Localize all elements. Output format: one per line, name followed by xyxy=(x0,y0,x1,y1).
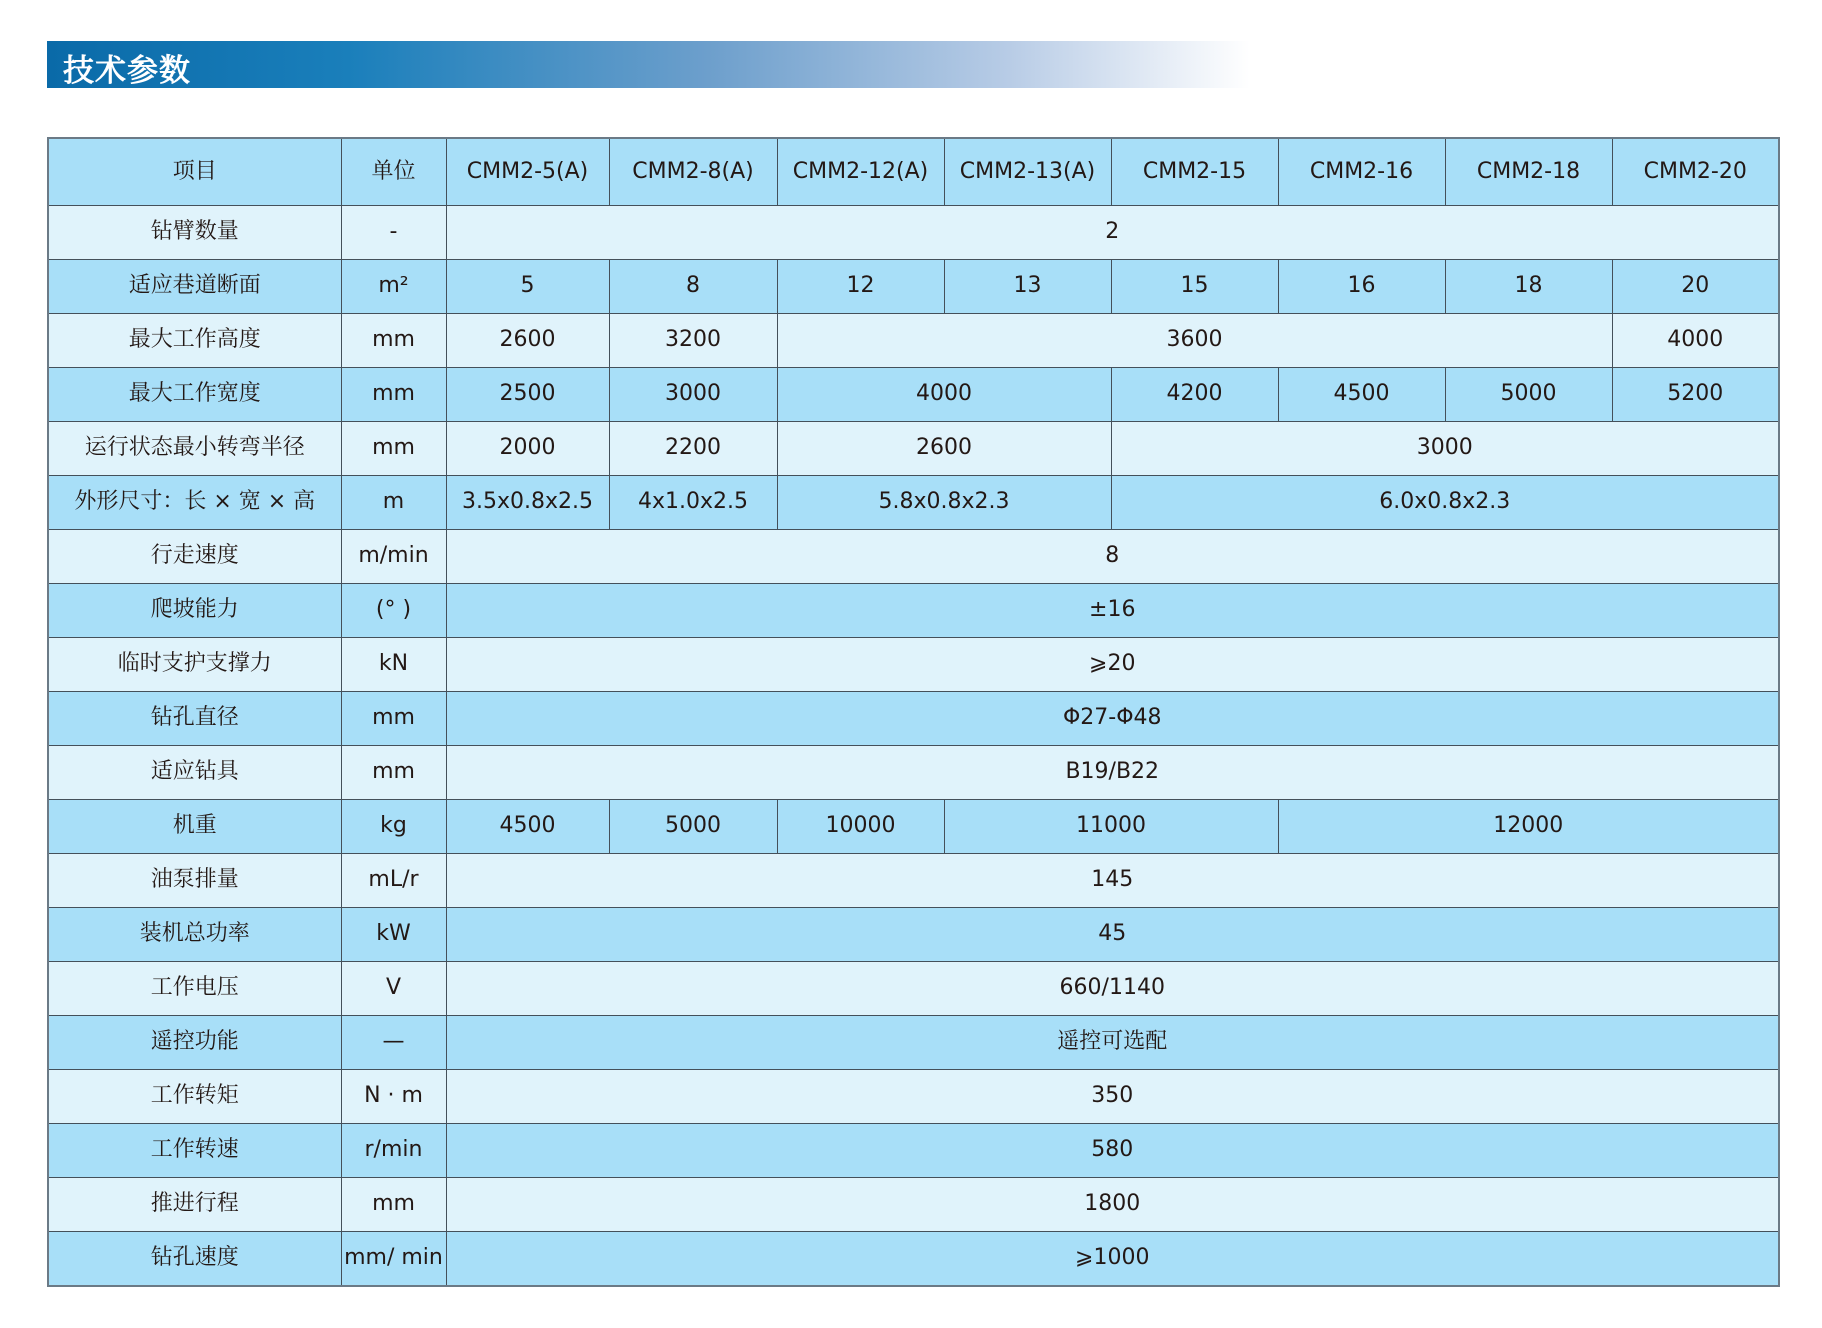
param-unit: mm xyxy=(341,422,446,476)
param-value: ⩾20 xyxy=(446,638,1779,692)
param-name: 钻臂数量 xyxy=(48,206,341,260)
param-unit: mm xyxy=(341,314,446,368)
param-value: 4000 xyxy=(1612,314,1779,368)
table-row xyxy=(48,908,1779,962)
param-unit: mm xyxy=(341,692,446,746)
header-cell: CMM2-18 xyxy=(1445,138,1612,206)
param-name: 运行状态最小转弯半径 xyxy=(48,422,341,476)
table-row xyxy=(48,1016,1779,1070)
param-unit: — xyxy=(341,1016,446,1070)
param-name: 钻孔速度 xyxy=(48,1232,341,1287)
param-value: 16 xyxy=(1278,260,1445,314)
param-value: 2 xyxy=(446,206,1779,260)
param-value: 12 xyxy=(777,260,944,314)
header-cell: 项目 xyxy=(48,138,341,206)
param-unit: mm xyxy=(341,1178,446,1232)
param-value: 2000 xyxy=(446,422,609,476)
param-value: ±16 xyxy=(446,584,1779,638)
param-name: 外形尺寸：长 × 宽 × 高 xyxy=(48,476,341,530)
param-value: 2500 xyxy=(446,368,609,422)
table-row xyxy=(48,746,1779,800)
param-name: 油泵排量 xyxy=(48,854,341,908)
param-name: 钻孔直径 xyxy=(48,692,341,746)
table-row xyxy=(48,1070,1779,1124)
param-unit: kN xyxy=(341,638,446,692)
param-value: 13 xyxy=(944,260,1111,314)
param-value: 3600 xyxy=(777,314,1612,368)
param-name: 临时支护支撑力 xyxy=(48,638,341,692)
param-value: 遥控可选配 xyxy=(446,1016,1779,1070)
table-row xyxy=(48,260,1779,314)
table-row xyxy=(48,962,1779,1016)
table-row xyxy=(48,1232,1779,1287)
table-row xyxy=(48,422,1779,476)
header-cell: CMM2-5(A) xyxy=(446,138,609,206)
param-value: Φ27-Φ48 xyxy=(446,692,1779,746)
spec-table xyxy=(47,137,1780,1287)
param-value: 5000 xyxy=(1445,368,1612,422)
param-value: 3000 xyxy=(609,368,777,422)
table-row xyxy=(48,638,1779,692)
header-cell: CMM2-20 xyxy=(1612,138,1779,206)
param-unit: (° ) xyxy=(341,584,446,638)
param-unit: m² xyxy=(341,260,446,314)
param-value: 2600 xyxy=(777,422,1111,476)
param-unit: kW xyxy=(341,908,446,962)
param-unit: mm/ min xyxy=(341,1232,446,1287)
param-value: 5 xyxy=(446,260,609,314)
param-value: B19/B22 xyxy=(446,746,1779,800)
param-value: 4500 xyxy=(446,800,609,854)
header-cell: CMM2-12(A) xyxy=(777,138,944,206)
param-value: 11000 xyxy=(944,800,1278,854)
param-unit: m/min xyxy=(341,530,446,584)
param-unit: N · m xyxy=(341,1070,446,1124)
header-cell: 单位 xyxy=(341,138,446,206)
param-name: 适应钻具 xyxy=(48,746,341,800)
table-row xyxy=(48,476,1779,530)
table-row xyxy=(48,314,1779,368)
table-row xyxy=(48,1124,1779,1178)
param-value: 6.0x0.8x2.3 xyxy=(1111,476,1779,530)
param-unit: m xyxy=(341,476,446,530)
table-row xyxy=(48,1178,1779,1232)
param-unit: - xyxy=(341,206,446,260)
param-name: 工作转速 xyxy=(48,1124,341,1178)
param-unit: kg xyxy=(341,800,446,854)
param-value: 145 xyxy=(446,854,1779,908)
param-value: 1800 xyxy=(446,1178,1779,1232)
table-row xyxy=(48,584,1779,638)
header-cell: CMM2-15 xyxy=(1111,138,1278,206)
param-name: 适应巷道断面 xyxy=(48,260,341,314)
param-value: 3000 xyxy=(1111,422,1779,476)
param-value: ⩾1000 xyxy=(446,1232,1779,1287)
param-value: 5000 xyxy=(609,800,777,854)
param-name: 工作转矩 xyxy=(48,1070,341,1124)
param-value: 10000 xyxy=(777,800,944,854)
param-name: 爬坡能力 xyxy=(48,584,341,638)
param-value: 8 xyxy=(446,530,1779,584)
header-cell: CMM2-16 xyxy=(1278,138,1445,206)
param-name: 最大工作宽度 xyxy=(48,368,341,422)
section-title-bar xyxy=(47,41,1250,88)
header-cell: CMM2-13(A) xyxy=(944,138,1111,206)
table-row xyxy=(48,530,1779,584)
param-value: 18 xyxy=(1445,260,1612,314)
param-name: 装机总功率 xyxy=(48,908,341,962)
param-value: 4200 xyxy=(1111,368,1278,422)
param-name: 推进行程 xyxy=(48,1178,341,1232)
table-row xyxy=(48,854,1779,908)
param-value: 5.8x0.8x2.3 xyxy=(777,476,1111,530)
table-header-row xyxy=(48,138,1779,206)
table-row xyxy=(48,206,1779,260)
param-value: 15 xyxy=(1111,260,1278,314)
param-value: 12000 xyxy=(1278,800,1779,854)
param-value: 4500 xyxy=(1278,368,1445,422)
param-value: 4x1.0x2.5 xyxy=(609,476,777,530)
param-value: 4000 xyxy=(777,368,1111,422)
param-name: 行走速度 xyxy=(48,530,341,584)
param-value: 5200 xyxy=(1612,368,1779,422)
param-unit: r/min xyxy=(341,1124,446,1178)
table-row xyxy=(48,800,1779,854)
param-name: 工作电压 xyxy=(48,962,341,1016)
param-unit: V xyxy=(341,962,446,1016)
param-value: 350 xyxy=(446,1070,1779,1124)
param-name: 最大工作高度 xyxy=(48,314,341,368)
param-unit: mL/r xyxy=(341,854,446,908)
table-row xyxy=(48,368,1779,422)
table-row xyxy=(48,692,1779,746)
header-cell: CMM2-8(A) xyxy=(609,138,777,206)
param-value: 20 xyxy=(1612,260,1779,314)
param-value: 2200 xyxy=(609,422,777,476)
param-value: 2600 xyxy=(446,314,609,368)
param-value: 8 xyxy=(609,260,777,314)
param-value: 3.5x0.8x2.5 xyxy=(446,476,609,530)
param-value: 660/1140 xyxy=(446,962,1779,1016)
section-title: 技术参数 xyxy=(63,53,191,89)
param-value: 45 xyxy=(446,908,1779,962)
param-name: 机重 xyxy=(48,800,341,854)
param-value: 580 xyxy=(446,1124,1779,1178)
param-value: 3200 xyxy=(609,314,777,368)
param-name: 遥控功能 xyxy=(48,1016,341,1070)
param-unit: mm xyxy=(341,746,446,800)
param-unit: mm xyxy=(341,368,446,422)
